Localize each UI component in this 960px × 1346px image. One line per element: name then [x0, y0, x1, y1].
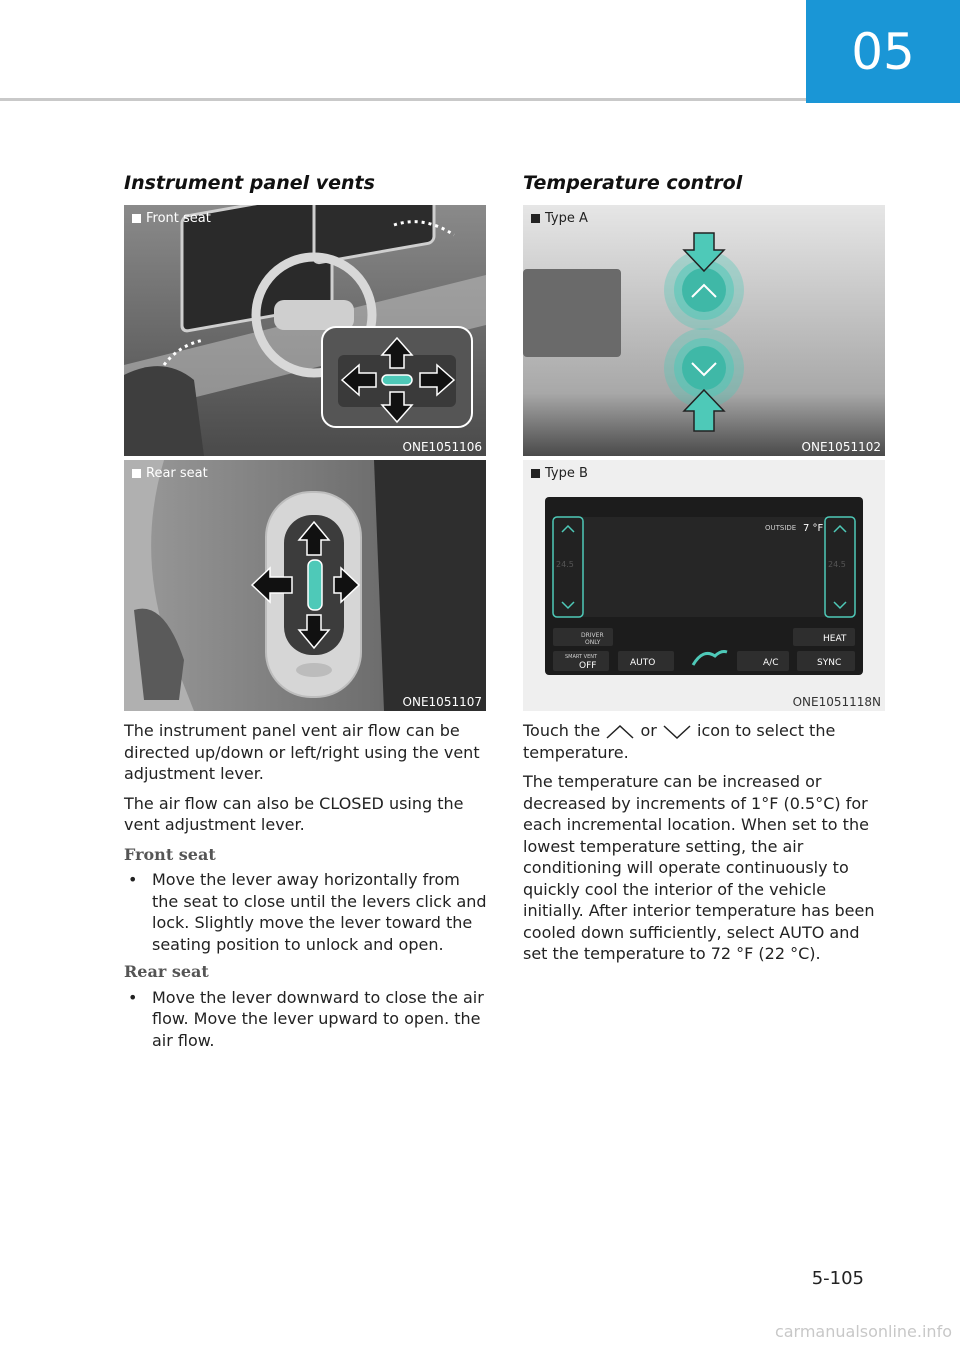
bullet-text: Move the lever downward to close the air flow. Move the lever upward to open. the air flow.	[152, 987, 484, 1050]
bullet-front-seat	[124, 869, 490, 955]
subheading-front-seat: Front seat	[124, 844, 216, 864]
front-seat-illustration	[124, 205, 486, 456]
bullet-dot-icon: •	[128, 870, 138, 889]
left-temp: 24.5	[556, 560, 574, 569]
figure-label-type-a	[531, 211, 588, 226]
figure-label-text: Type A	[545, 211, 588, 226]
left-body-text	[124, 720, 490, 1057]
subheading-rear-seat: Rear seat	[124, 962, 209, 981]
bullet-rear-seat	[124, 987, 490, 1052]
touch-text-post: icon to select the temperature.	[523, 721, 836, 762]
touch-text-pre: Touch the	[523, 721, 601, 740]
bullet-text: Move the lever away horizontally from the seat to close until the levers click and lock. Slightly move the lever toward the seating position to unlock and open.	[152, 870, 487, 954]
driver-only-label-1: DRIVER	[581, 632, 604, 639]
right-temp: 24.5	[828, 560, 846, 569]
ac-label: A/C	[763, 658, 779, 668]
chapter-tab	[806, 0, 960, 103]
header-rule	[0, 98, 806, 101]
outside-label: OUTSIDE	[765, 524, 797, 532]
paragraph-airflow-closed: The air flow can also be CLOSED using the vent adjustment lever.	[124, 793, 464, 834]
section-title-temperature: Temperature control	[523, 172, 743, 194]
figure-code-front: ONE1051106	[402, 440, 482, 454]
square-bullet-icon	[132, 469, 141, 478]
section-title-vents: Instrument panel vents	[124, 172, 375, 194]
square-bullet-icon	[531, 214, 540, 223]
figure-type-a	[523, 205, 885, 456]
outside-temp: 7 °F	[803, 523, 824, 534]
figure-front-seat-vent	[124, 205, 486, 456]
touch-text-or: or	[640, 721, 657, 740]
rear-seat-illustration	[124, 460, 486, 711]
figure-label-front	[132, 211, 211, 226]
square-bullet-icon	[132, 214, 141, 223]
figure-label-text: Front seat	[146, 211, 211, 226]
figure-label-rear	[132, 466, 208, 481]
auto-label: AUTO	[630, 658, 656, 668]
type-b-climate-panel	[523, 460, 885, 711]
figure-label-type-b	[531, 466, 588, 481]
figure-type-b	[523, 460, 885, 711]
figure-rear-seat-vent	[124, 460, 486, 711]
figure-code-rear: ONE1051107	[402, 695, 482, 709]
sync-label: SYNC	[817, 658, 842, 668]
figure-code-type-b: ONE1051118N	[792, 695, 881, 709]
driver-only-label-2: ONLY	[585, 639, 601, 646]
paragraph-airflow-direction: The instrument panel vent air flow can be directed up/down or left/right using the vent adjustment lever.	[124, 721, 480, 783]
square-bullet-icon	[531, 469, 540, 478]
chapter-number: 05	[851, 22, 915, 81]
smart-vent-label: SMART VENT	[565, 654, 598, 660]
page-number: 5-105	[811, 1268, 864, 1289]
heat-label: HEAT	[823, 634, 847, 644]
type-a-illustration	[523, 205, 885, 456]
bullet-dot-icon: •	[128, 987, 138, 1007]
right-body-text	[523, 720, 887, 973]
chevron-up-icon	[605, 724, 635, 740]
figure-code-type-a: ONE1051102	[801, 440, 881, 454]
watermark: carmanualsonline.info	[774, 1322, 952, 1341]
figure-label-text: Rear seat	[146, 466, 208, 481]
paragraph-touch-icon	[523, 720, 887, 763]
paragraph-temperature-increment: The temperature can be increased or decreased by increments of 1°F (0.5°C) for each incremental location. When set to the lowest temperature setting, the air conditioning will operate continuously to quickly cool the interior of the vehicle initially. After interior temperature has been cooled down sufficiently, select AUTO and set the temperature to 72 °F (22 °C).	[523, 772, 875, 963]
chevron-down-icon	[662, 724, 692, 740]
figure-label-text: Type B	[545, 466, 588, 481]
off-label: OFF	[579, 661, 597, 671]
